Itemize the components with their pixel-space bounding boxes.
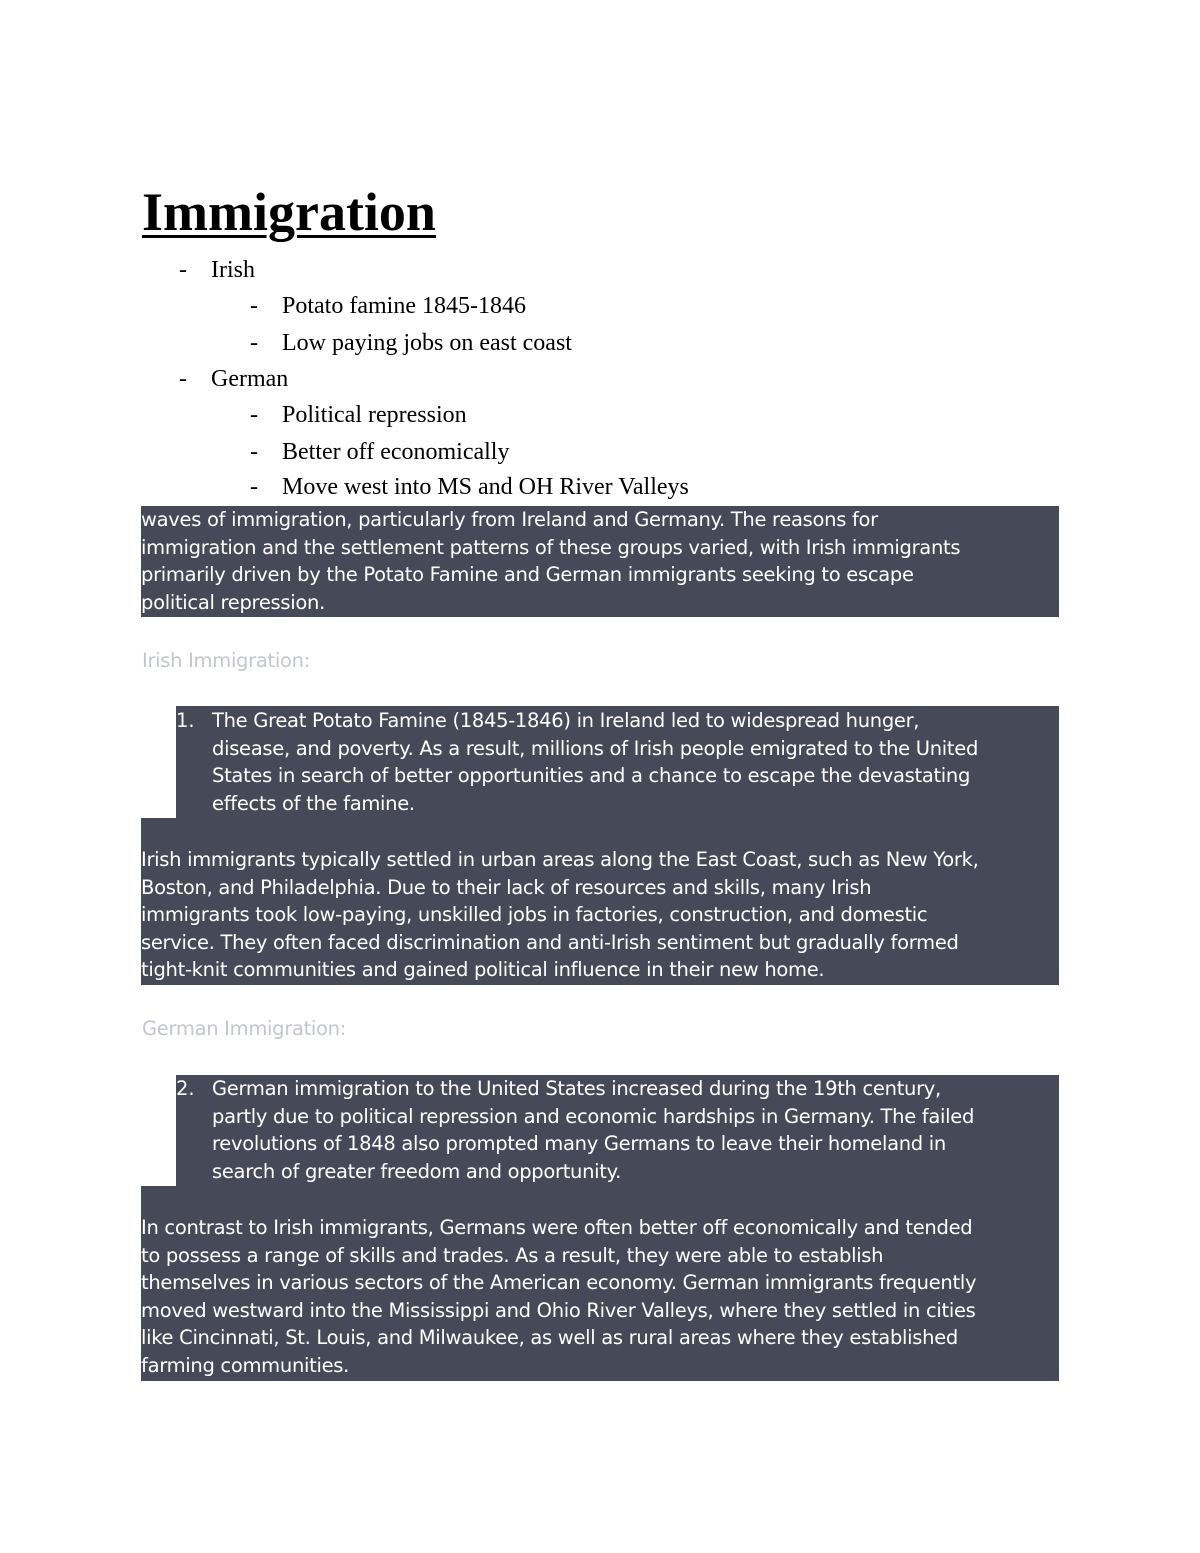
text-line: In contrast to Irish immigrants, Germans were often better off economically and tended [141, 1216, 973, 1239]
bullet-dash: - [250, 474, 258, 500]
outline-item-irish: - Irish [179, 257, 255, 283]
text-line: farming communities. [141, 1353, 350, 1377]
bullet-dash: - [250, 293, 258, 319]
text-line: waves of immigration, particularly from Ireland and Germany. The reasons for [141, 508, 878, 531]
bullet-dash: - [250, 402, 258, 428]
section-heading-german: German Immigration: [142, 1017, 347, 1040]
outline-subitem: - Move west into MS and OH River Valleys [250, 474, 689, 500]
text-line: tight-knit communities and gained political influence in their new home. [141, 958, 825, 981]
text-line: political repression. [141, 590, 325, 614]
outline-subitem: - Political repression [250, 402, 467, 428]
intro-paragraph [141, 506, 1059, 617]
text-line: immigrants took low-paying, unskilled jobs in factories, construction, and domestic [141, 903, 928, 926]
text-line: immigration and the settlement patterns of these groups varied, with Irish immigrants [141, 535, 961, 559]
page-title: Immigration [142, 182, 436, 242]
outline-subitem: - Better off economically [250, 439, 510, 465]
text-line: moved westward into the Mississippi and Ohio River Valleys, where they settled in cities [141, 1298, 976, 1322]
text-line: Boston, and Philadelphia. Due to their lack of resources and skills, many Irish [141, 875, 872, 899]
text-line: service. They often faced discrimination and anti-Irish sentiment but gradually formed [141, 930, 959, 954]
text-line: Irish immigrants typically settled in urban areas along the East Coast, such as New York, [141, 848, 979, 871]
section-heading-irish: Irish Immigration: [142, 649, 310, 672]
list-item-text: German immigration to the United States increased during the 19th century, partly due to political repression and economic hardships in Germany. The failed revolutions of 1848 also prompted many Germans to leave their homeland in search of greater freedom and opportunity. [212, 1077, 975, 1183]
outline-subitem: - Low paying jobs on east coast [250, 330, 572, 356]
list-item-text: The Great Potato Famine (1845-1846) in Ireland led to widespread hunger, disease, and poverty. As a result, millions of Irish people emigrated to the United States in search of better opportunities and a chance to escape the devastating effects of the famine. [212, 709, 979, 815]
outline-item-german: - German [179, 366, 289, 392]
bullet-dash: - [250, 439, 258, 465]
list-number: 2. [176, 1077, 195, 1100]
text-line: themselves in various sectors of the American economy. German immigrants frequently [141, 1271, 977, 1294]
irish-paragraph [141, 818, 1059, 985]
list-number: 1. [176, 709, 195, 732]
bullet-dash: - [179, 366, 187, 392]
text-line: like Cincinnati, St. Louis, and Milwaukee, as well as rural areas where they established [141, 1326, 958, 1349]
bullet-dash: - [179, 257, 187, 283]
text-line: to possess a range of skills and trades. As a result, they were able to establish [141, 1243, 884, 1267]
german-paragraph [141, 1186, 1059, 1381]
bullet-dash: - [250, 330, 258, 356]
outline-subitem: - Potato famine 1845-1846 [250, 293, 526, 319]
text-line: primarily driven by the Potato Famine and German immigrants seeking to escape [141, 563, 914, 586]
